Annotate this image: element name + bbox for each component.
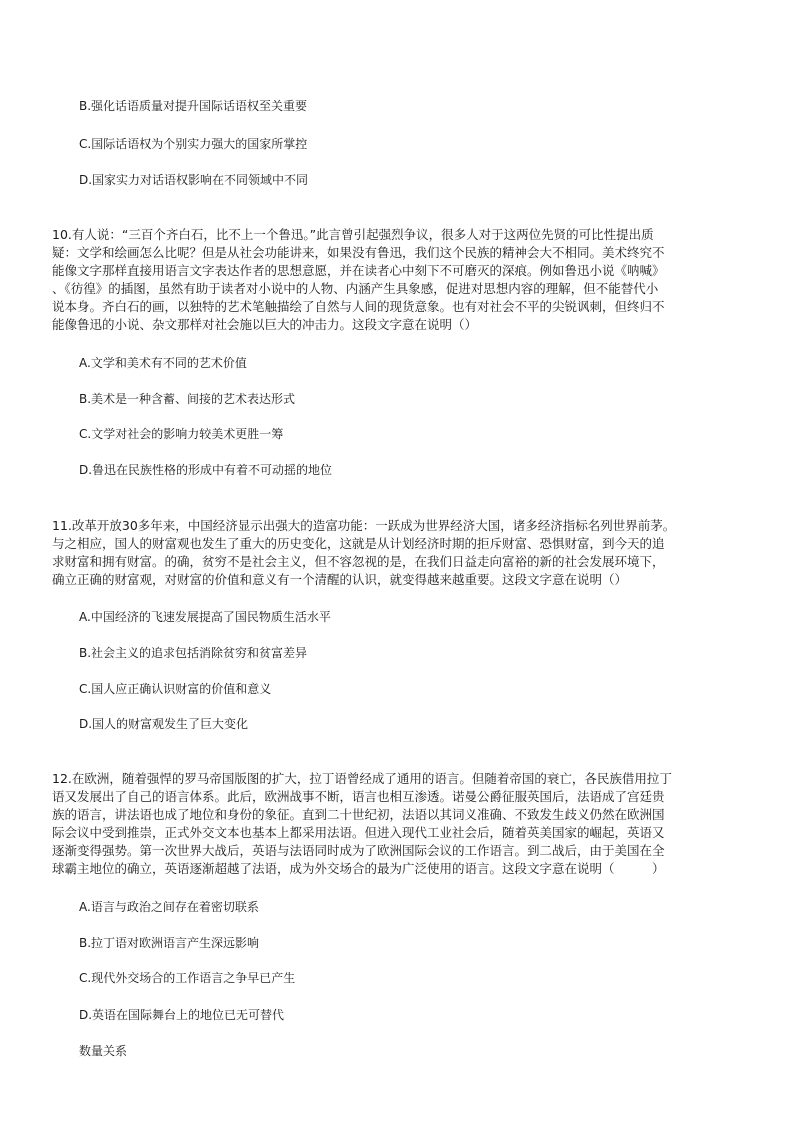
q12-stem-line: 际会议中受到推崇，正式外交文本也基本上都采用法语。但进入现代工业社会后，随着英美国家的崛起，英语又 bbox=[52, 825, 665, 840]
q10-stem-line: 说本身。齐白石的画，以独特的艺术笔触描绘了自然与人间的现货意象。也有对社会不平的尖锐讽刺，但终归不 bbox=[52, 299, 665, 314]
q12-stem-line: 族的语言，讲法语也成了地位和身份的象征。直到二十世纪初，法语以其词义准确、不致发生歧义仍然在欧洲国 bbox=[52, 807, 665, 822]
q10-stem bbox=[52, 226, 744, 334]
q12-option-c: C.现代外交场合的工作语言之争早已产生 bbox=[79, 971, 296, 985]
section-heading: 数量关系 bbox=[79, 1044, 128, 1058]
q10-stem-line: 能像文字那样直接用语言文字表达作者的思想意愿，并在读者心中刻下不可磨灭的深痕。例如鲁迅小说《呐喊》 bbox=[52, 263, 665, 278]
q12-stem-line: 逐渐变得强势。第一次世界大战后，英语与法语同时成为了欧洲国际会议的工作语言。到二战后，由于美国在全 bbox=[52, 843, 665, 858]
q10-option-b: B.美术是一种含蓄、间接的艺术表达形式 bbox=[79, 392, 296, 406]
q10-stem-line: 疑：文学和绘画怎么比呢？但是从社会功能讲来，如果没有鲁迅，我们这个民族的精神会大不相同。美术终究不 bbox=[52, 245, 665, 260]
q10-option-a: A.文学和美术有不同的艺术价值 bbox=[79, 356, 247, 370]
q12-stem-line: 12.在欧洲，随着强悍的罗马帝国版图的扩大，拉丁语曾经成了通用的语言。但随着帝国的衰亡，各民族借用拉丁 bbox=[52, 771, 672, 786]
q11-option-b: B.社会主义的追求包括消除贫穷和贫富差异 bbox=[79, 646, 308, 660]
q10-option-c: C.文学对社会的影响力较美术更胜一筹 bbox=[79, 427, 284, 441]
q12-option-b: B.拉丁语对欧洲语言产生深远影响 bbox=[79, 936, 260, 950]
q11-option-d: D.国人的财富观发生了巨大变化 bbox=[79, 717, 249, 731]
q10-stem-line: 能像鲁迅的小说、杂文那样对社会施以巨大的冲击力。这段文字意在说明（） bbox=[52, 317, 478, 332]
q9-option-d: D.国家实力对话语权影响在不同领域中不同 bbox=[79, 173, 309, 187]
q11-stem-line: 确立正确的财富观，对财富的价值和意义有一个清醒的认识，就变得越来越重要。这段文字意在说明（） bbox=[52, 572, 628, 587]
q11-option-a: A.中国经济的飞速发展提高了国民物质生活水平 bbox=[79, 610, 331, 624]
q11-stem-line: 求财富和拥有财富。的确，贫穷不是社会主义，但不容忽视的是，在我们日益走向富裕的新的社会发展环境下， bbox=[52, 554, 665, 569]
q12-stem-line: 球霸主地位的确立，英语逐渐超越了法语，成为外交场合的最为广泛使用的语言。这段文字意在说明（ ） bbox=[52, 861, 665, 876]
q12-option-d: D.英语在国际舞台上的地位已无可替代 bbox=[79, 1008, 285, 1022]
q9-option-b: B.强化话语质量对提升国际话语权至关重要 bbox=[79, 99, 308, 113]
q12-option-a: A.语言与政治之间存在着密切联系 bbox=[79, 900, 259, 914]
q11-option-c: C.国人应正确认识财富的价值和意义 bbox=[79, 682, 272, 696]
q11-stem bbox=[52, 517, 744, 589]
q11-stem-line: 11.改革开放30多年来，中国经济显示出强大的造富功能：一跃成为世界经济大国，诸多经济指标名列世界前茅。 bbox=[52, 518, 676, 533]
q11-stem-line: 与之相应，国人的财富观也发生了重大的历史变化，这就是从计划经济时期的拒斥财富、恐惧财富，到今天的追 bbox=[52, 536, 665, 551]
q12-stem-line: 语又发展出了自己的语言体系。此后，欧洲战事不断，语言也相互渗透。诺曼公爵征服英国后，法语成了宫廷贵 bbox=[52, 789, 665, 804]
q12-stem bbox=[52, 770, 744, 878]
q9-option-c: C.国际话语权为个别实力强大的国家所掌控 bbox=[79, 137, 308, 151]
q10-stem-line: 10.有人说：“三百个齐白石，比不上一个鲁迅。”此言曾引起强烈争议，很多人对于这两位先贤的可比性提出质 bbox=[52, 227, 654, 242]
q10-stem-line: 、《彷徨》的插图，虽然有助于读者对小说中的人物、内涵产生具象感，促进对思想内容的理解，但不能替代小 bbox=[52, 281, 659, 296]
q10-option-d: D.鲁迅在民族性格的形成中有着不可动摇的地位 bbox=[79, 463, 333, 477]
